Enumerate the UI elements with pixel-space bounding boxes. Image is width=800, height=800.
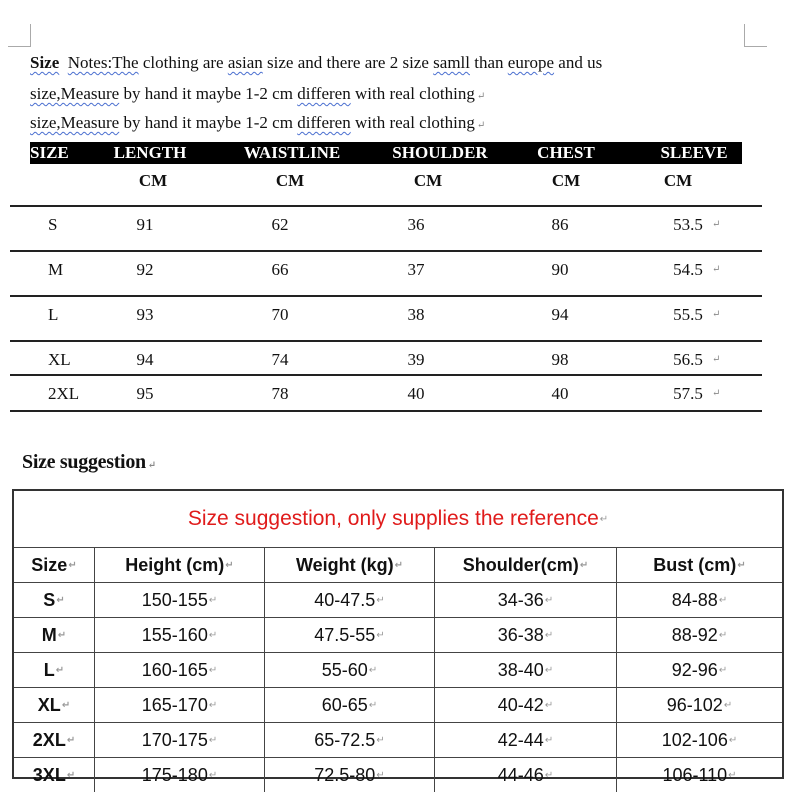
return-mark: ↵ — [712, 219, 721, 230]
suggestion-cell: 60-65 ↵ — [265, 688, 435, 722]
suggestion-cell: 40-47.5 ↵ — [265, 583, 435, 617]
measure-table-row — [10, 250, 762, 288]
measure-table-units — [30, 171, 742, 195]
suggestion-header-cell: Shoulder(cm) ↵ — [435, 548, 617, 582]
measure-cell: 98 — [551, 350, 569, 369]
measure-table-bottom-rule — [10, 410, 762, 412]
measure-cell: 62 — [271, 215, 289, 234]
measure-cell: 56.5 — [673, 350, 703, 369]
measure-table-row — [10, 205, 762, 243]
header-length: LENGTH — [113, 143, 187, 162]
unit-waistline: CM — [275, 171, 305, 190]
suggestion-row — [14, 653, 782, 688]
measure-cell: 86 — [551, 215, 569, 234]
suggestion-cell: 44-46 ↵ — [435, 758, 617, 792]
size-note-line-1: Size Notes:The clothing are asian size and there are 2 size samll than europe and us — [30, 53, 603, 72]
suggestion-size-cell: S ↵ — [14, 583, 95, 617]
suggestion-header-cell: Bust (cm) ↵ — [653, 554, 746, 575]
measure-cell: 94 — [551, 305, 569, 324]
measure-table-row — [10, 340, 762, 378]
suggestion-header-cell: Size ↵ — [14, 548, 95, 582]
suggestion-size-cell: L ↵ — [14, 653, 95, 687]
measure-cell: 90 — [551, 260, 569, 279]
measure-table-row — [10, 295, 762, 333]
measure-cell: 70 — [271, 305, 289, 324]
suggestion-cell: 72.5-80 ↵ — [265, 758, 435, 792]
suggestion-row — [14, 688, 782, 723]
measure-cell: 91 — [136, 215, 154, 234]
measure-cell: L — [48, 305, 59, 324]
suggestion-cell: 160-165 ↵ — [95, 653, 265, 687]
return-mark: ↵ — [712, 354, 721, 365]
return-mark: ↵ — [712, 309, 721, 320]
suggestion-cell: 42-44 ↵ — [435, 723, 617, 757]
measure-cell: 53.5 — [673, 215, 703, 234]
return-mark: ↵ — [712, 264, 721, 275]
header-waistline: WAISTLINE — [243, 143, 341, 162]
measure-cell: 92 — [136, 260, 154, 279]
suggestion-cell: 92-96 ↵ — [671, 659, 728, 680]
header-size: SIZE — [30, 143, 69, 162]
measure-table-header — [30, 142, 742, 164]
page-corner-mark-left — [8, 24, 31, 47]
suggestion-header-cell: Height (cm) ↵ — [95, 548, 265, 582]
measure-cell: 37 — [407, 260, 425, 279]
measure-cell: 55.5 — [673, 305, 703, 324]
suggestion-size-cell: 3XL ↵ — [14, 758, 95, 792]
suggestion-cell: 155-160 ↵ — [95, 618, 265, 652]
measure-cell: 40 — [407, 384, 425, 403]
suggestion-cell: 55-60 ↵ — [265, 653, 435, 687]
suggestion-cell: 38-40 ↵ — [435, 653, 617, 687]
unit-chest: CM — [551, 171, 581, 190]
unit-length: CM — [138, 171, 168, 190]
suggestion-cell: 150-155 ↵ — [95, 583, 265, 617]
measure-cell: S — [48, 215, 58, 234]
measure-cell: 39 — [407, 350, 425, 369]
measure-cell: 38 — [407, 305, 425, 324]
page-corner-mark-right — [744, 24, 767, 47]
suggestion-row — [14, 723, 782, 758]
suggestion-cell: 106-110 ↵ — [662, 764, 737, 785]
suggestion-row — [14, 583, 782, 618]
suggestion-cell: 165-170 ↵ — [95, 688, 265, 722]
header-sleeve: SLEEVE — [660, 143, 728, 162]
measure-cell: 93 — [136, 305, 154, 324]
measure-cell: 78 — [271, 384, 289, 403]
suggestion-cell: 84-88 ↵ — [671, 589, 728, 610]
suggestion-size-cell: 2XL ↵ — [14, 723, 95, 757]
suggestion-caption: Size suggestion, only supplies the reference ↵ — [14, 491, 782, 548]
suggestion-cell: 175-180 ↵ — [95, 758, 265, 792]
header-shoulder: SHOULDER — [392, 143, 488, 162]
header-chest: CHEST — [537, 143, 595, 162]
suggestion-cell: 47.5-55 ↵ — [265, 618, 435, 652]
measure-cell: 66 — [271, 260, 289, 279]
measure-table-row — [10, 374, 762, 412]
unit-sleeve: CM — [663, 171, 693, 190]
suggestion-cell: 170-175 ↵ — [95, 723, 265, 757]
return-mark: ↵ — [712, 388, 721, 399]
measure-cell: 54.5 — [673, 260, 703, 279]
suggestion-cell: 65-72.5 ↵ — [265, 723, 435, 757]
size-note-line-2: size,Measure by hand it maybe 1-2 cm differen with real clothing ↵ — [30, 84, 486, 103]
size-note-line-3: size,Measure by hand it maybe 1-2 cm differen with real clothing ↵ — [30, 113, 486, 132]
suggestion-cell: 36-38 ↵ — [435, 618, 617, 652]
suggestion-size-cell: XL ↵ — [14, 688, 95, 722]
measure-cell: 95 — [136, 384, 154, 403]
suggestion-header-row — [14, 548, 782, 583]
measure-cell: 36 — [407, 215, 425, 234]
suggestion-cell: 102-106 ↵ — [661, 729, 738, 750]
suggestion-cell: 88-92 ↵ — [671, 624, 728, 645]
suggestion-size-cell: M ↵ — [14, 618, 95, 652]
measure-cell: 94 — [136, 350, 154, 369]
unit-shoulder: CM — [413, 171, 443, 190]
measure-cell: 57.5 — [673, 384, 703, 403]
measure-cell: 74 — [271, 350, 289, 369]
suggestion-row — [14, 618, 782, 653]
measure-cell: 40 — [551, 384, 569, 403]
size-suggestion-title: Size suggestion ↵ — [22, 451, 156, 473]
suggestion-header-cell: Weight (kg) ↵ — [265, 548, 435, 582]
measure-cell: M — [48, 260, 64, 279]
suggestion-cell: 40-42 ↵ — [435, 688, 617, 722]
measure-cell: 2XL — [48, 384, 80, 403]
measure-cell: XL — [48, 350, 71, 369]
suggestion-cell: 96-102 ↵ — [666, 694, 733, 715]
suggestion-row — [14, 758, 782, 792]
size-suggestion-table — [12, 489, 784, 785]
suggestion-cell: 34-36 ↵ — [435, 583, 617, 617]
